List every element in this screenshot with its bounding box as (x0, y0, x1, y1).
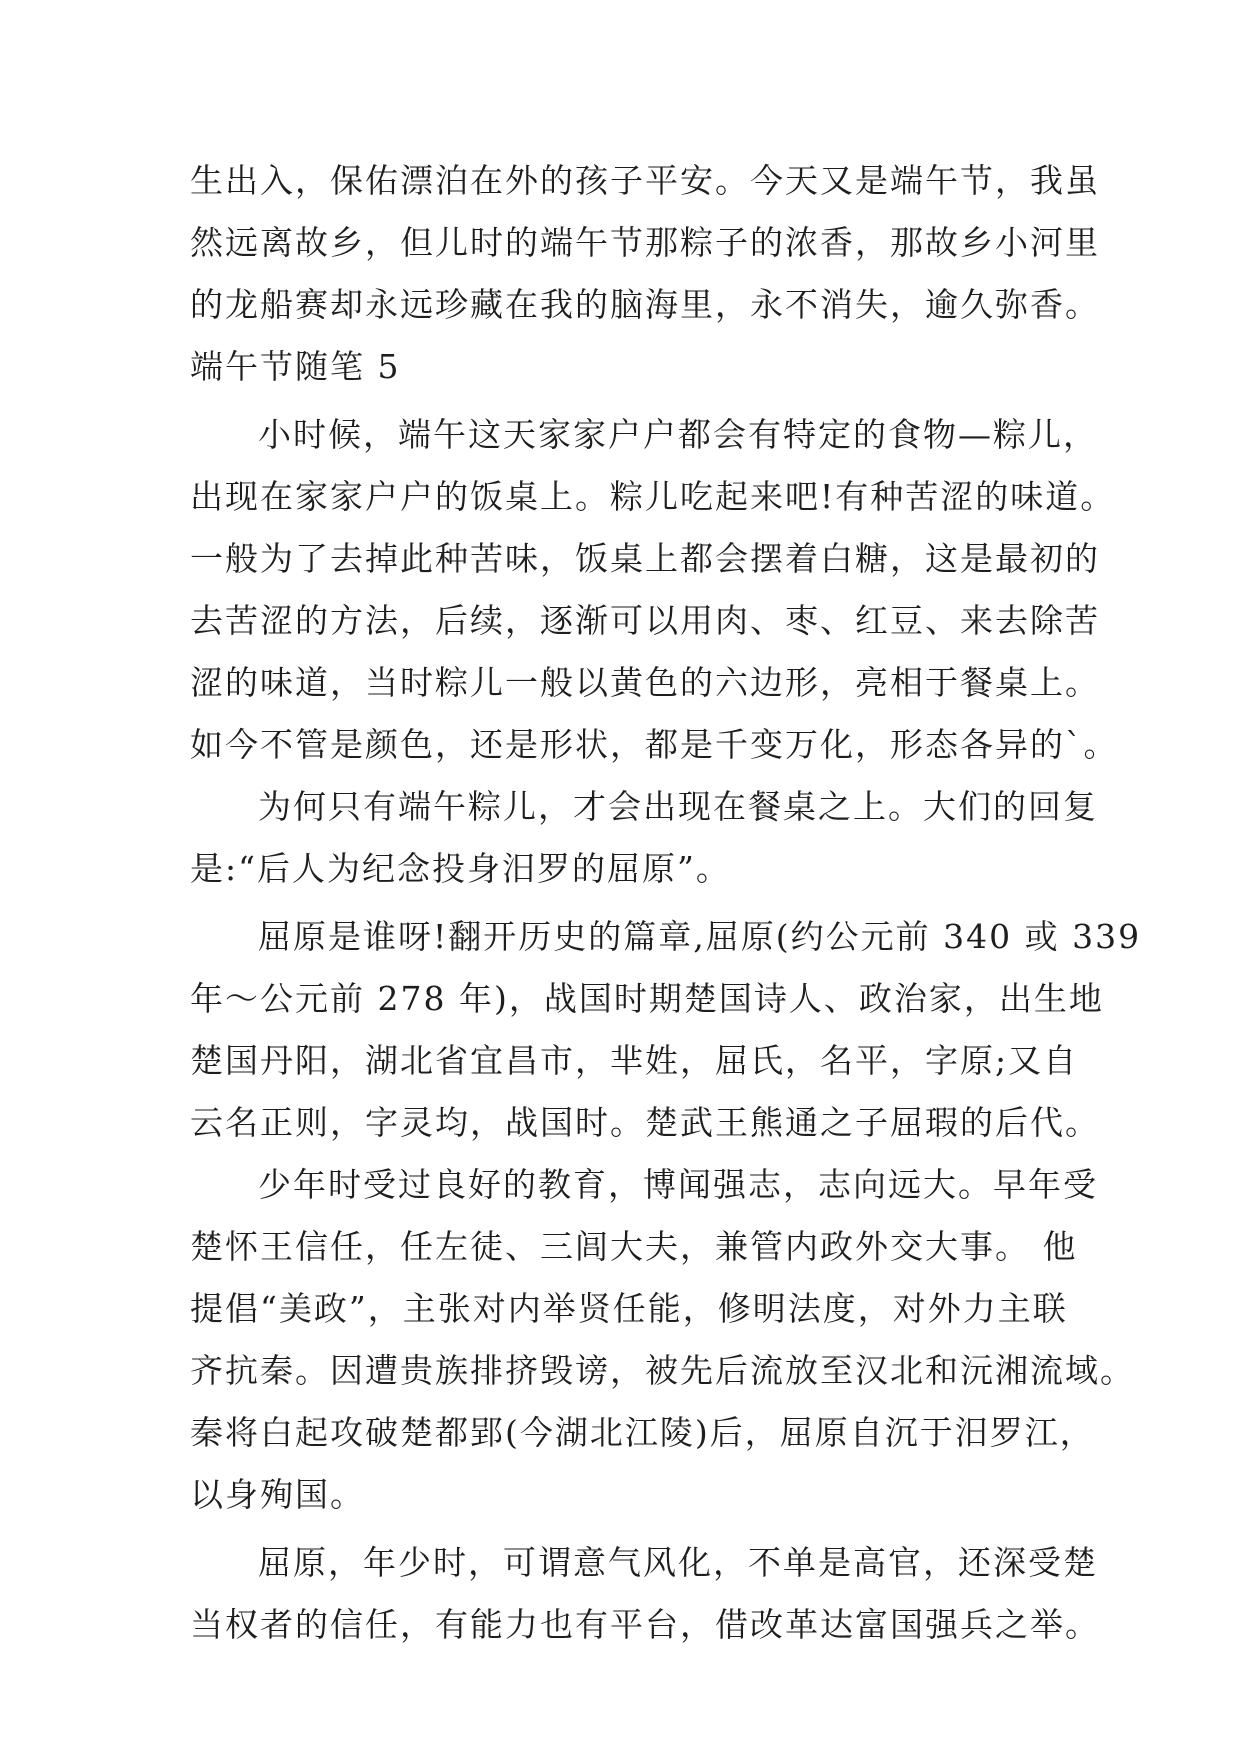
text-line: 当权者的信任，有能力也有平台，借改革达富国强兵之举。 (190, 1605, 1100, 1644)
text-line: 然远离故乡，但儿时的端午节那粽子的浓香，那故乡小河里 (190, 223, 1100, 262)
text-line: 云名正则，字灵均，战国时。楚武王熊通之子屈瑕的后代。 (190, 1103, 1100, 1142)
text-line: 提倡“美政”，主张对内举贤任能，修明法度，对外力主联 (190, 1289, 1068, 1328)
text-line: 少年时受过良好的教育，博闻强志，志向远大。早年受 (258, 1165, 1098, 1204)
text-line: 以身殉国。 (190, 1475, 365, 1514)
text-line: 年～公元前 278 年)，战国时期楚国诗人、政治家，出生地 (190, 979, 1104, 1018)
document-body (190, 150, 1142, 1656)
text-line: 生出入，保佑漂泊在外的孩子平安。今天又是端午节，我虽 (190, 161, 1100, 200)
text-line: 如今不管是颜色，还是形状，都是千变万化，形态各异的`。 (190, 725, 1119, 764)
text-line: 是:“后人为纪念投身汨罗的屈原”。 (190, 849, 731, 888)
text-line: 出现在家家户户的饭桌上。粽儿吃起来吧!有种苦涩的味道。 (190, 477, 1116, 516)
text-line: 屈原，年少时，可谓意气风化，不单是高官，还深受楚 (258, 1543, 1098, 1582)
text-line: 齐抗秦。因遭贵族排挤毁谤，被先后流放至汉北和沅湘流域。 (190, 1351, 1135, 1390)
text-line: 小时候，端午这天家家户户都会有特定的食物—粽儿， (258, 415, 1098, 454)
text-line: 楚怀王信任，任左徒、三闾大夫，兼管内政外交大事。 他 (190, 1227, 1078, 1266)
text-line: 涩的味道，当时粽儿一般以黄色的六边形，亮相于餐桌上。 (190, 663, 1100, 702)
text-line: 为何只有端午粽儿，才会出现在餐桌之上。大们的回复 (258, 787, 1098, 826)
text-line: 屈原是谁呀!翻开历史的篇章,屈原(约公元前 340 或 339 (258, 917, 1142, 956)
text-line: 去苦涩的方法，后续，逐渐可以用肉、枣、红豆、来去除苦 (190, 601, 1100, 640)
text-line: 秦将白起攻破楚都郢(今湖北江陵)后，屈原自沉于汨罗江， (190, 1413, 1095, 1452)
text-line: 楚国丹阳，湖北省宜昌市，芈姓，屈氏，名平，字原;又自 (190, 1041, 1079, 1080)
text-line: 一般为了去掉此种苦味，饭桌上都会摆着白糖，这是最初的 (190, 539, 1100, 578)
text-line: 的龙船赛却永远珍藏在我的脑海里，永不消失，逾久弥香。 (190, 285, 1100, 324)
section-heading: 端午节随笔 5 (190, 347, 401, 386)
